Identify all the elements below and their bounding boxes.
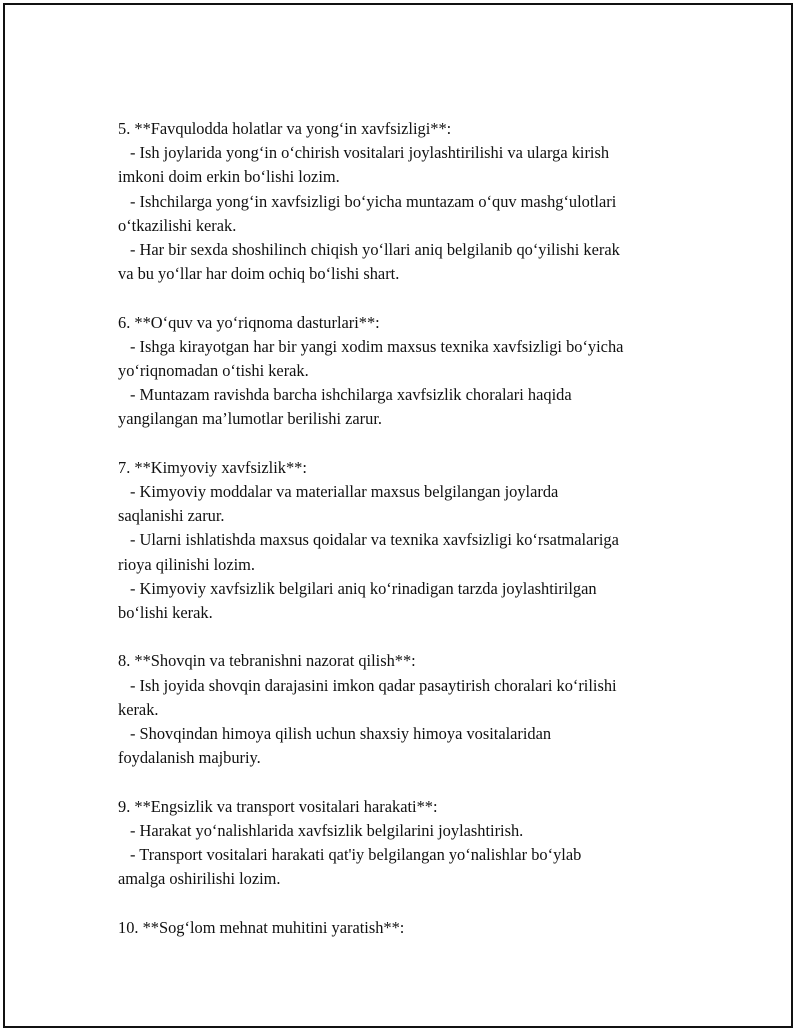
continuation-line: bo‘lishi kerak. [118,603,213,623]
section-heading: 8. **Shovqin va tebranishni nazorat qilish**: [118,651,416,671]
continuation-line: foydalanish majburiy. [118,748,261,768]
bullet-line: - Ishga kirayotgan har bir yangi xodim maxsus texnika xavfsizligi bo‘yicha [130,336,624,356]
section-heading: 5. **Favqulodda holatlar va yong‘in xavfsizligi**: [118,119,452,138]
section-heading: 7. **Kimyoviy xavfsizlik**: [118,457,307,477]
document-body [118,117,698,964]
continuation-line: imkoni doim erkin bo‘lishi lozim. [118,167,340,187]
section-heading: 10. **Sog‘lom mehnat muhitini yaratish**: [118,917,405,937]
section-8 [118,649,698,770]
bullet-line: - Transport vositalari harakati qat'iy belgilangan yo‘nalishlar bo‘ylab [130,845,582,865]
continuation-line: yangilangan ma’lumotlar berilishi zarur. [118,409,382,429]
continuation-line: va bu yo‘llar har doim ochiq bo‘lishi shart. [118,264,400,284]
section-7 [118,456,698,625]
section-5 [118,117,698,286]
bullet-line: - Muntazam ravishda barcha ishchilarga xavfsizlik choralari haqida [130,385,572,405]
section-9 [118,795,698,892]
bullet-line: - Kimyoviy xavfsizlik belgilari aniq ko‘rinadigan tarzda joylashtirilgan [130,578,597,598]
section-10 [118,916,698,940]
bullet-line: - Ish joylarida yong‘in o‘chirish vositalari joylashtirilishi va ularga kirish [130,143,610,163]
continuation-line: amalga oshirilishi lozim. [118,869,281,889]
bullet-line: - Harakat yo‘nalishlarida xavfsizlik belgilarini joylashtirish. [130,820,524,840]
continuation-line: o‘tkazilishi kerak. [118,215,237,235]
bullet-line: - Ishchilarga yong‘in xavfsizligi bo‘yicha muntazam o‘quv mashg‘ulotlari [130,191,617,211]
section-heading: 6. **O‘quv va yo‘riqnoma dasturlari**: [118,312,380,332]
bullet-line: - Har bir sexda shoshilinch chiqish yo‘llari aniq belgilanib qo‘yilishi kerak [130,240,620,260]
continuation-line: saqlanishi zarur. [118,506,225,526]
continuation-line: kerak. [118,699,159,719]
section-heading: 9. **Engsizlik va transport vositalari harakati**: [118,796,438,816]
bullet-line: - Kimyoviy moddalar va materiallar maxsus belgilangan joylarda [130,482,559,502]
bullet-line: - Shovqindan himoya qilish uchun shaxsiy himoya vositalaridan [130,724,552,744]
continuation-line: yo‘riqnomadan o‘tishi kerak. [118,361,309,381]
bullet-line: - Ularni ishlatishda maxsus qoidalar va texnika xavfsizligi ko‘rsatmalariga [130,530,619,550]
continuation-line: rioya qilinishi lozim. [118,554,256,574]
bullet-line: - Ish joyida shovqin darajasini imkon qadar pasaytirish choralari ko‘rilishi [130,675,617,695]
section-6 [118,311,698,432]
